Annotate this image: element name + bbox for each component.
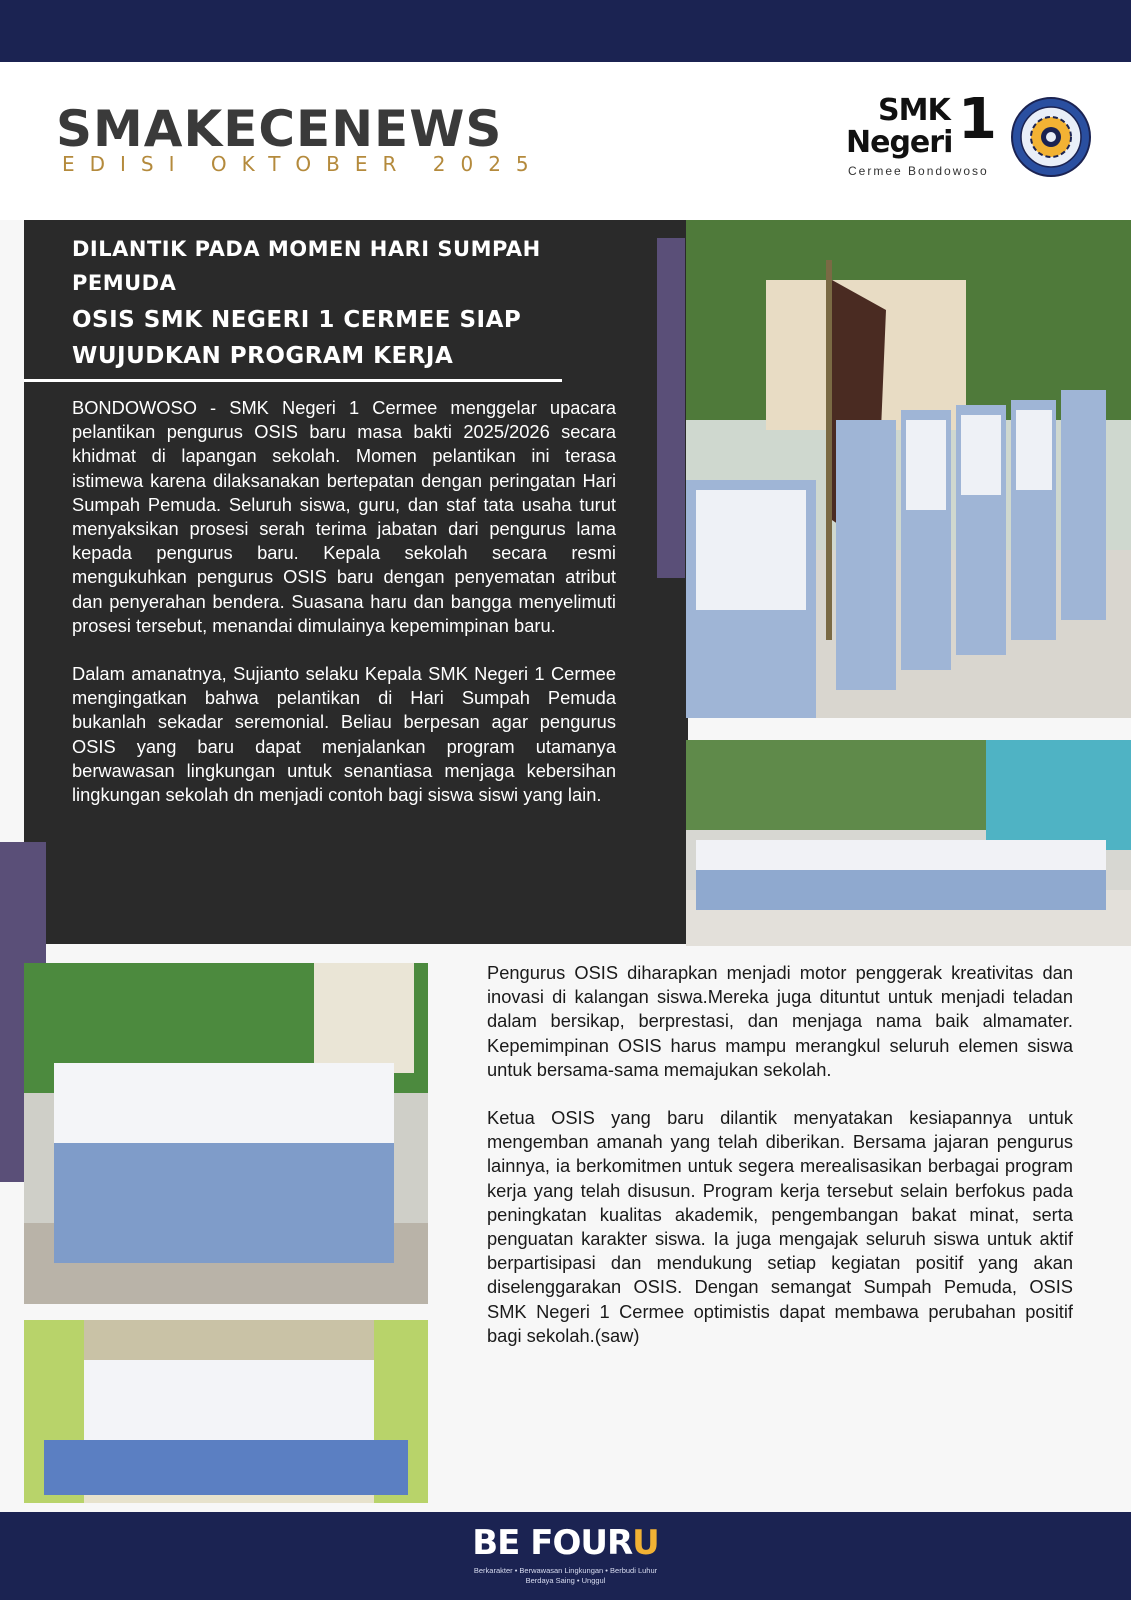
footer-tagline [0, 1566, 1131, 1586]
logo-smk-text: SMK [878, 93, 950, 128]
edition-label: EDISI OKTOBER 2025 [62, 152, 544, 176]
logo-negeri-text: Negeri [846, 125, 953, 160]
footer-tagline-line: Berkarakter • Berwawasan Lingkungan • Berbudi Luhur [473, 1566, 658, 1575]
article-paragraph: Ketua OSIS yang baru dilantik menyatakan kesiapannya untuk mengemban amanah yang telah diberikan. Bersama jajaran pengurus lainnya, ia berkomitmen untuk segera merealisasikan berbagai program kerja yang telah disusun. Program kerja tersebut selain berfokus pada peningkatan kualitas akademik, pengembangan bakat minat, serta penguatan karakter siswa. Ia juga mengajak seluruh siswa untuk aktif berpartisipasi dan mendukung setiap kegiatan positif yang akan diselenggarakan OSIS. Dengan semangat Sumpah Pemuda, OSIS SMK Negeri 1 Cermee optimistis dapat membawa perubahan positif bagi sekolah.(saw) [487, 1107, 1073, 1346]
accent-bar [657, 238, 685, 578]
footer-logo-u: U [632, 1523, 659, 1563]
photo-students-saluting [24, 963, 428, 1304]
photo-student-lineup [686, 740, 1131, 946]
top-bar [0, 0, 1131, 62]
newsletter-title: SMAKECENEWS [56, 100, 503, 158]
article-body-column-1 [72, 396, 616, 831]
school-logo [846, 87, 997, 182]
logo-location: Cermee Bondowoso [848, 164, 989, 178]
masthead [0, 62, 1131, 220]
article-body-column-2 [487, 961, 1073, 1372]
footer-tagline-line: Berdaya Saing • Unggul [525, 1576, 606, 1585]
article-paragraph: BONDOWOSO - SMK Negeri 1 Cermee menggelar upacara pelantikan pengurus OSIS baru masa bakti 2025/2026 secara khidmat di lapangan sekolah. Momen pelantikan ini terasa istimewa karena dilaksanakan bertepatan dengan peringatan Hari Sumpah Pemuda. Seluruh siswa, guru, dan staf tata usaha turut menyaksikan prosesi serah terima jabatan dari pengurus lama kepada pengurus baru. Kepala sekolah secara resmi mengukuhkan pengurus OSIS baru dengan penyematan atribut dan penyerahan bendera. Suasana haru dan bangga menyelimuti prosesi tersebut, menandai dimulainya kepemimpinan baru. [72, 397, 616, 636]
article-kicker: DILANTIK PADA MOMEN HARI SUMPAH PEMUDA [72, 237, 541, 295]
footer-logo-main: BE FOUR [472, 1523, 633, 1563]
footer-bar [0, 1512, 1131, 1600]
photo-group-portrait [24, 1320, 428, 1503]
article-paragraph: Pengurus OSIS diharapkan menjadi motor penggerak kreativitas dan inovasi di kalangan siswa.Mereka juga dituntut untuk menjadi teladan dalam bersikap, berprestasi, dan menjaga nama baik almamater. Kepemimpinan OSIS harus mampu merangkul seluruh elemen siswa untuk bersama-sama memajukan sekolah. [487, 962, 1073, 1080]
befouru-logo [0, 1523, 1131, 1563]
article-paragraph: Dalam amanatnya, Sujianto selaku Kepala SMK Negeri 1 Cermee mengingatkan bahwa pelantikan di Hari Sumpah Pemuda bukanlah sekadar seremonial. Beliau berpesan agar pengurus OSIS yang baru dapat menjalankan program utamanya berwawasan lingkungan untuk senantiasa menjaga kebersihan lingkungan sekolah dn menjadi contoh bagi siswa siswi yang lain. [72, 663, 616, 806]
logo-number: 1 [958, 87, 997, 152]
article-headline: OSIS SMK NEGERI 1 CERMEE SIAP WUJUDKAN PROGRAM KERJA [72, 307, 522, 369]
school-seal-icon [1010, 96, 1092, 178]
headline-divider [24, 379, 562, 382]
photo-flag-ceremony [686, 220, 1131, 718]
